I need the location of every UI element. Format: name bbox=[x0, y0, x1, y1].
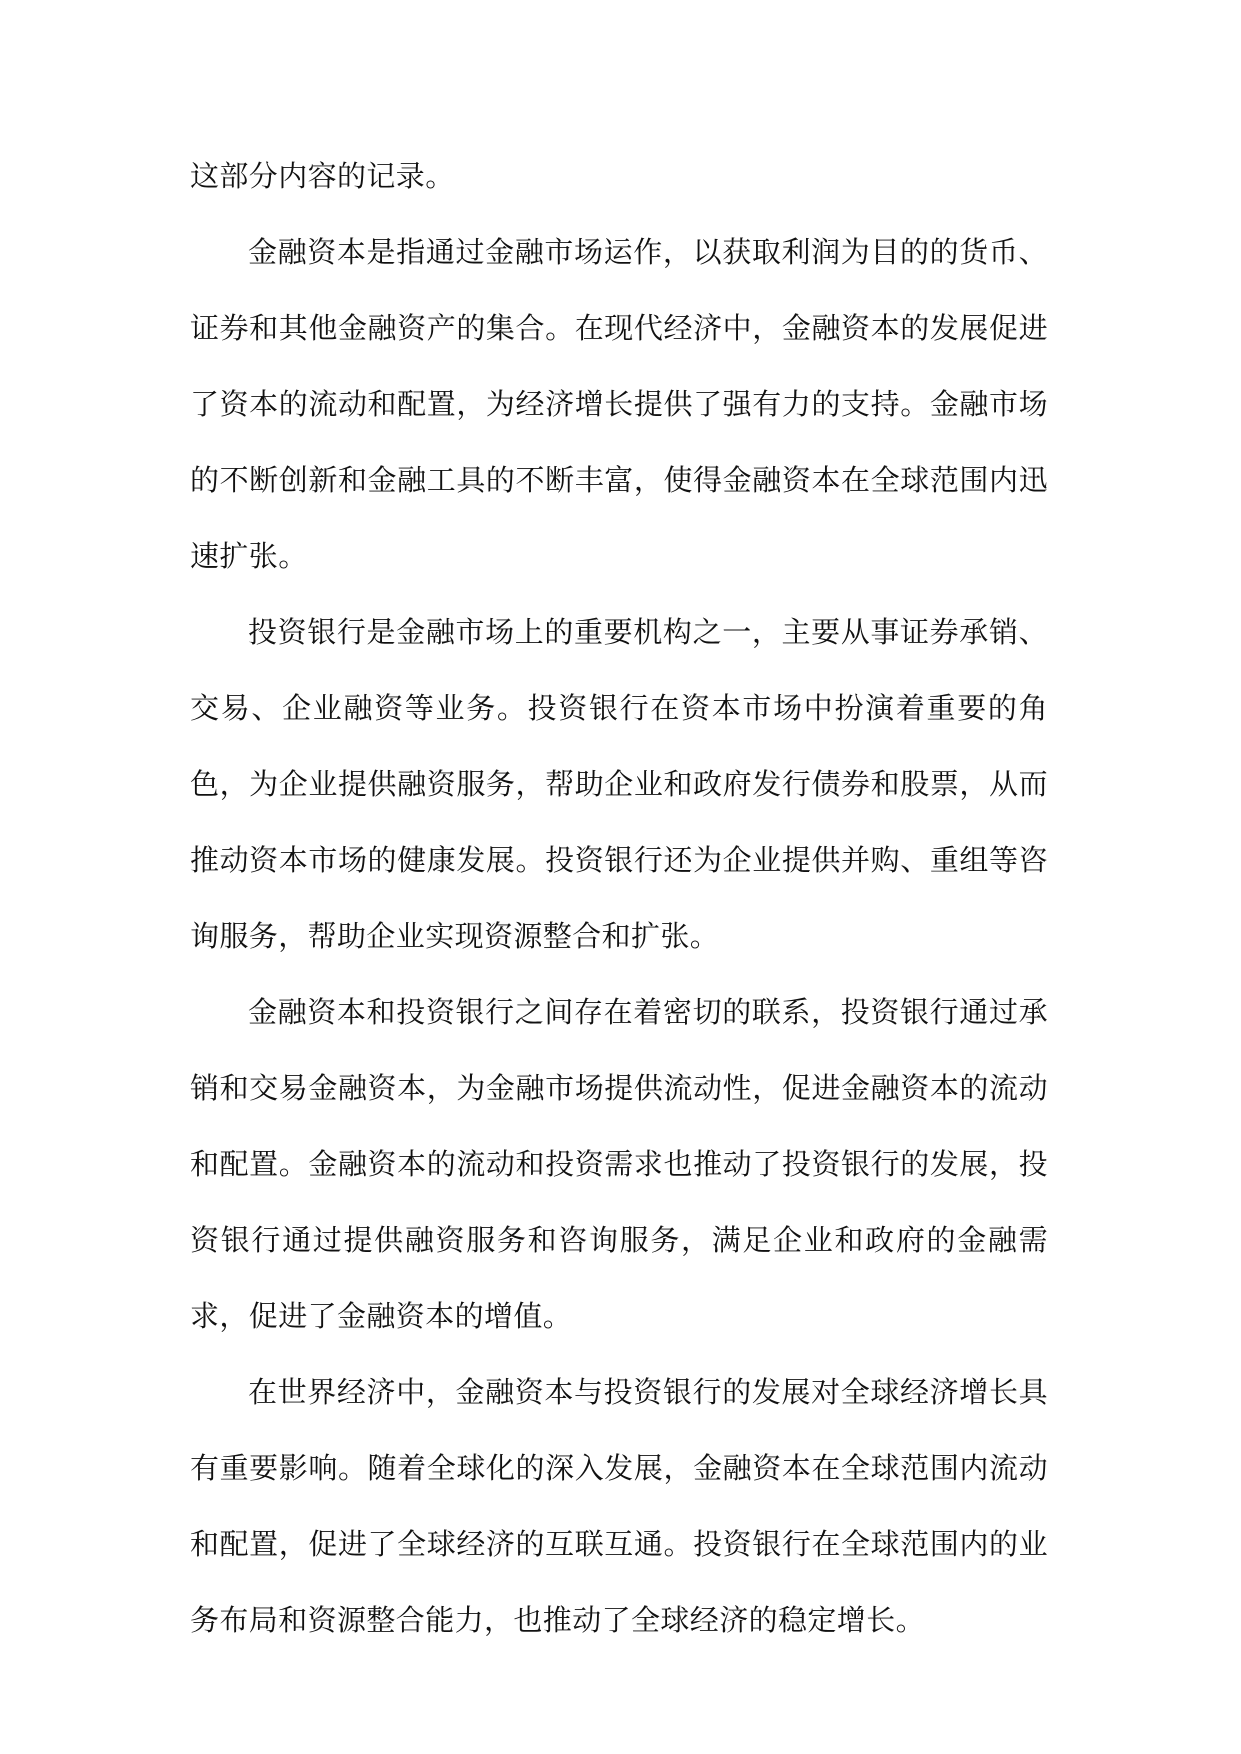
paragraph-relationship: 金融资本和投资银行之间存在着密切的联系，投资银行通过承销和交易金融资本，为金融市场提供流动性，促进金融资本的流动和配置。金融资本的流动和投资需求也推动了投资银行的发展，投资银行通过提供融资服务和咨询服务，满足企业和政府的金融需求，促进了金融资本的增值。 bbox=[190, 995, 1048, 1333]
paragraph-investment-bank: 投资银行是金融市场上的重要机构之一，主要从事证券承销、交易、企业融资等业务。投资银行在资本市场中扮演着重要的角色，为企业提供融资服务，帮助企业和政府发行债券和股票，从而推动资本市场的健康发展。投资银行还为企业提供并购、重组等咨询服务，帮助企业实现资源整合和扩张。 bbox=[190, 615, 1048, 953]
paragraph-world-economy: 在世界经济中，金融资本与投资银行的发展对全球经济增长具有重要影响。随着全球化的深入发展，金融资本在全球范围内流动和配置，促进了全球经济的互联互通。投资银行在全球范围内的业务布局和资源整合能力，也推动了全球经济的稳定增长。 bbox=[190, 1375, 1048, 1637]
paragraph-continuation: 这部分内容的记录。 bbox=[190, 159, 455, 193]
document-body bbox=[190, 138, 1048, 1658]
paragraph-financial-capital: 金融资本是指通过金融市场运作，以获取利润为目的的货币、证券和其他金融资产的集合。在现代经济中，金融资本的发展促进了资本的流动和配置，为经济增长提供了强有力的支持。金融市场的不断创新和金融工具的不断丰富，使得金融资本在全球范围内迅速扩张。 bbox=[190, 235, 1048, 573]
